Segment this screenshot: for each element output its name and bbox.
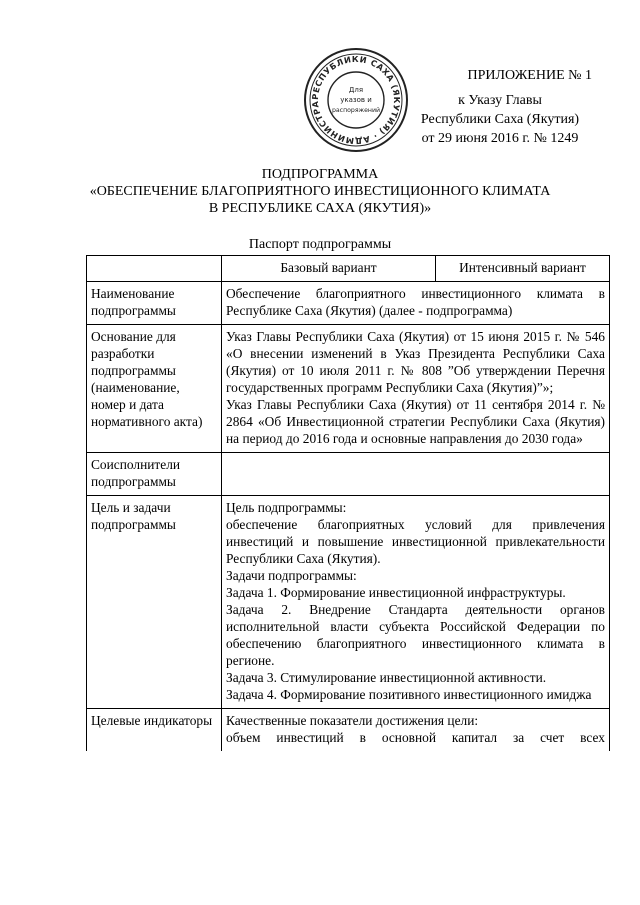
passport-table	[86, 255, 610, 751]
seal-center-line-2: указов и	[340, 96, 372, 104]
row-value-goals	[222, 496, 610, 709]
appendix-date: от 29 июня 2016 г. № 1249	[421, 131, 579, 146]
header-cell-base: Базовый вариант	[222, 256, 436, 282]
row-label-name: Наименование подпрограммы	[87, 282, 222, 325]
row-label-basis: Основание для разработки подпрограммы (наименование, номер и дата нормативного акта)	[87, 325, 222, 453]
paragraph: Обеспечение благоприятного инвестиционного климата в Республике Саха (Якутия) (далее - подпрограмма)	[226, 286, 605, 318]
paragraph: Цель подпрограммы:	[226, 500, 347, 515]
document-title	[60, 166, 580, 217]
appendix-republic: Республики Саха (Якутия)	[420, 112, 580, 127]
table-caption: Паспорт подпрограммы	[248, 237, 392, 252]
seal-center-line-1: Для	[348, 86, 364, 94]
paragraph: Качественные показатели достижения цели:	[226, 713, 479, 728]
table-header-row	[87, 256, 610, 282]
appendix-decree-ref: к Указу Главы	[458, 93, 542, 108]
paragraph: объем инвестиций в основной капитал за счет всех	[226, 730, 605, 745]
paragraph: обеспечение благоприятных условий для привлечения инвестиций и повышение инвестиционной привлекательности Республики Саха (Якутия).	[226, 517, 605, 566]
official-seal-stamp	[302, 46, 410, 154]
table-row	[87, 496, 610, 709]
table-row	[87, 709, 610, 752]
appendix-number: ПРИЛОЖЕНИЕ № 1	[467, 68, 592, 83]
seal-center-line-3: распоряжений	[331, 107, 381, 114]
seal-icon	[302, 46, 410, 154]
row-value-coexecutors	[222, 453, 610, 496]
seal-ring-text: РЕСПУБЛИКИ САХА (ЯКУТИЯ) · АДМИНИСТРА	[309, 53, 403, 147]
title-line-2: «ОБЕСПЕЧЕНИЕ БЛАГОПРИЯТНОГО ИНВЕСТИЦИОННОГО КЛИМАТА	[89, 184, 551, 199]
row-value-name	[222, 282, 610, 325]
header-cell-empty	[87, 256, 222, 282]
title-line-1: ПОДПРОГРАММА	[261, 167, 379, 182]
row-value-indicators	[222, 709, 610, 752]
paragraph: Задача 4. Формирование позитивного инвестиционного имиджа	[226, 687, 592, 702]
table-row	[87, 282, 610, 325]
header-cell-intensive: Интенсивный вариант	[436, 256, 610, 282]
paragraph: Задача 1. Формирование инвестиционной инфраструктуры.	[226, 585, 566, 600]
paragraph: Задачи подпрограммы:	[226, 568, 357, 583]
paragraph: Указ Главы Республики Саха (Якутия) от 11 сентября 2014 г. № 2864 «Об Инвестиционной стратегии Республики Саха (Якутия) на период до 2016 года и основные направления до 2030 года»	[226, 397, 605, 446]
row-label-indicators: Целевые индикаторы	[87, 709, 222, 752]
table-row	[87, 325, 610, 453]
paragraph: Указ Главы Республики Саха (Якутия) от 15 июня 2015 г. № 546 «О внесении изменений в Указ Президента Республики Саха (Якутия) от 10 июля 2011 г. № 808 ”Об утверждении Перечня государственных программ Республики Саха (Якутия)”»;	[226, 329, 605, 395]
appendix-block	[400, 66, 600, 148]
row-label-coexecutors: Соисполнители подпрограммы	[87, 453, 222, 496]
table-row	[87, 453, 610, 496]
row-value-basis	[222, 325, 610, 453]
paragraph: Задача 2. Внедрение Стандарта деятельности органов исполнительной власти субъекта Российской Федерации по обеспечению благоприятного инвестиционного климата в регионе.	[226, 602, 605, 668]
row-label-goals: Цель и задачи подпрограммы	[87, 496, 222, 709]
title-line-3: В РЕСПУБЛИКЕ САХА (ЯКУТИЯ)»	[208, 201, 432, 216]
paragraph: Задача 3. Стимулирование инвестиционной активности.	[226, 670, 547, 685]
